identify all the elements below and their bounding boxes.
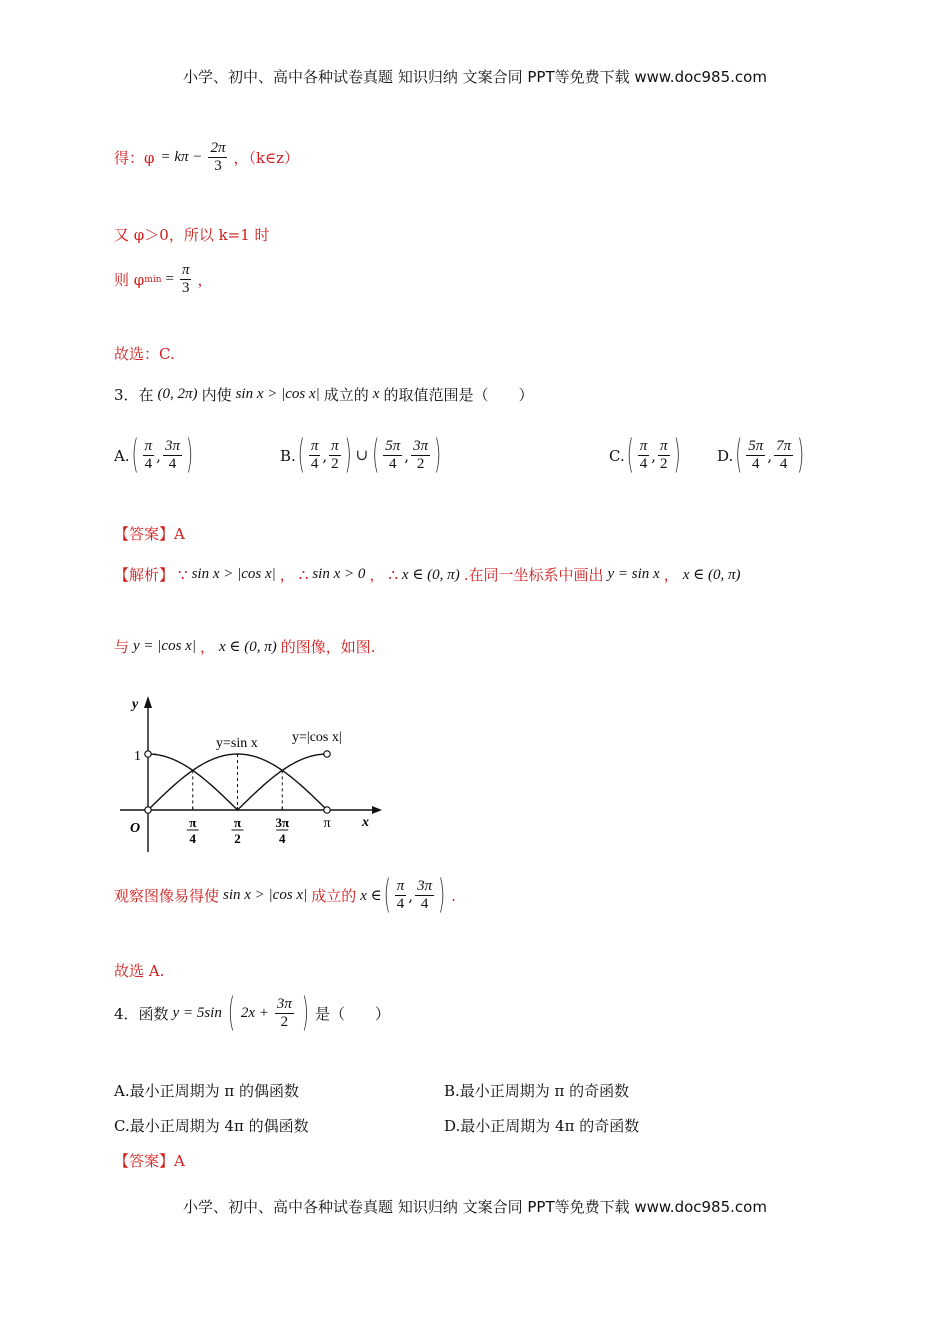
denominator: 4: [396, 896, 405, 913]
endpoint-circle: [145, 807, 151, 813]
comma: ，: [199, 638, 215, 656]
fraction: [638, 438, 650, 474]
option-label: B.: [280, 446, 296, 465]
endpoint-circle: [324, 807, 330, 813]
draw-text: .在同一坐标系中画出: [463, 566, 604, 584]
numerator: 3π: [411, 438, 430, 456]
left-paren: (: [735, 432, 743, 479]
q4-text: 是（ ）: [314, 1005, 390, 1024]
k-domain: ，（k∈z）: [233, 149, 300, 168]
y-abs-cos-formula: y = |cos x|: [133, 638, 196, 654]
because-symbol: ∵: [178, 565, 188, 584]
phi-min-label: 则 φ: [114, 271, 145, 290]
therefore-symbol: ∴: [388, 565, 398, 584]
comma: ，: [197, 271, 213, 290]
option-label: C.: [609, 446, 625, 465]
denominator: 4: [389, 456, 397, 473]
left-paren: (: [372, 432, 380, 479]
right-paren: ): [438, 872, 446, 919]
denominator: 2: [416, 456, 425, 473]
q4-option-d[interactable]: D.最小正周期为 4π 的奇函数: [444, 1117, 640, 1135]
right-paren: ): [434, 432, 442, 479]
denominator: 3: [214, 158, 222, 175]
x-tick-label: π: [323, 816, 331, 831]
denominator: 2: [660, 456, 668, 473]
x-tick-numerator: 3π: [275, 815, 290, 830]
right-paren: ): [185, 432, 193, 479]
observe-text: 观察图像易得使: [114, 887, 220, 906]
analysis-line-2: [114, 636, 376, 657]
fraction: [309, 438, 321, 474]
q3-option-c[interactable]: C. ( $\frac{\pi}{4}$ , $\frac{\pi}{2}$ ): [609, 432, 681, 479]
interval-0-2pi: (0, 2π): [157, 386, 198, 402]
origin-label: O: [130, 821, 141, 836]
denominator: 4: [310, 456, 319, 473]
q3-stem: [114, 384, 533, 405]
right-paren: ): [673, 432, 681, 479]
x-tick-denominator: 4: [189, 831, 197, 846]
x-interval-formula: x ∈ (0, π): [401, 567, 460, 583]
comma: ，: [279, 566, 295, 584]
cos-curve-label: y=|cos x|: [292, 730, 342, 745]
numerator: 5π: [383, 438, 402, 456]
denominator: 2: [331, 456, 339, 473]
x-interval-formula: x ∈ (0, π): [218, 639, 277, 655]
condition-formula: sin x > |cos x|: [191, 566, 276, 582]
numerator: 3π: [163, 438, 182, 456]
phi-equation: = kπ −: [160, 149, 203, 166]
x-tick-denominator: 2: [234, 831, 241, 846]
q3-text-2: 成立的: [323, 386, 369, 404]
right-paren: ): [344, 432, 352, 479]
numerator: π: [143, 438, 155, 456]
variable-x: x: [372, 386, 380, 402]
q4-stem: [114, 990, 390, 1037]
q3-text-3: 的取值范围是（ ）: [383, 386, 534, 404]
q2-choice: 故选：C.: [114, 345, 175, 363]
x-axis-arrow: [372, 806, 382, 814]
denominator: 4: [420, 896, 429, 913]
fraction: [658, 438, 670, 474]
right-paren: ): [797, 432, 805, 479]
q3-option-d[interactable]: D. ( $\frac{5\pi}{4}$ , $\frac{7\pi}{4}$ ): [717, 432, 805, 479]
q4-option-a[interactable]: A.最小正周期为 π 的偶函数: [114, 1082, 299, 1100]
y-axis-arrow: [144, 696, 152, 708]
option-label: D.: [717, 446, 734, 465]
fraction: [411, 438, 430, 474]
union-symbol: ∪: [355, 448, 369, 465]
fraction: [329, 438, 341, 474]
derivation-line-2: 又 φ＞0，所以 k=1 时: [114, 226, 270, 244]
analysis-label: 【解析】: [114, 566, 175, 584]
page-footer: 小学、初中、高中各种试卷真题 知识归纳 文案合同 PPT等免费下载 www.doc985.com: [183, 1198, 767, 1216]
right-paren: ): [301, 990, 309, 1037]
fraction: [774, 438, 793, 474]
fraction: [415, 878, 434, 914]
equals-sign: =: [165, 271, 174, 288]
x-tick-denominator: 4: [279, 831, 286, 846]
holds-text: 成立的: [311, 887, 357, 906]
q3-answer: 【答案】A: [114, 525, 185, 543]
phi-label: 得：φ: [114, 149, 155, 168]
endpoint-circle: [145, 751, 151, 757]
numerator: π: [395, 878, 407, 896]
fraction: [746, 438, 765, 474]
numerator: 3π: [275, 996, 294, 1014]
page-header: 小学、初中、高中各种试卷真题 知识归纳 文案合同 PPT等免费下载 www.doc985.com: [183, 68, 767, 86]
numerator: π: [180, 262, 192, 280]
comma: ，: [369, 566, 385, 584]
x-in-symbol: x ∈: [360, 888, 382, 905]
numerator: π: [309, 438, 321, 456]
derivation-line-1: [114, 140, 299, 176]
graph-text: 的图像，如图.: [280, 638, 376, 656]
numerator: π: [658, 438, 670, 456]
fraction: [163, 438, 182, 474]
y-sin-formula: y = sin x: [607, 566, 660, 582]
sin-positive-formula: sin x > 0: [312, 566, 366, 582]
fraction-pi-3: [180, 262, 192, 298]
analysis-line-1: [114, 564, 740, 585]
numerator: 3π: [415, 878, 434, 896]
x-axis-label: x: [362, 815, 369, 830]
numerator: π: [329, 438, 341, 456]
q3-option-a[interactable]: A. ( $\frac{\pi}{4}$ , $\frac{3\pi}{4}$ ): [114, 432, 193, 479]
fraction-3pi-2: [275, 996, 294, 1032]
left-paren: (: [383, 872, 391, 919]
comma: ，: [663, 566, 679, 584]
q4-option-b[interactable]: B.最小正周期为 π 的奇函数: [444, 1082, 630, 1100]
denominator: 3: [181, 280, 190, 297]
min-subscript: min: [144, 274, 162, 285]
denominator: 2: [280, 1014, 289, 1031]
condition-formula: sin x > |cos x|: [235, 386, 320, 402]
fraction: [383, 438, 402, 474]
y-axis-label: y: [132, 697, 139, 712]
result-interval: x ∈ ( $\frac{\pi}{4}$ , $\frac{3\pi}{4}$ ): [360, 872, 446, 919]
left-paren: (: [131, 432, 139, 479]
q3-number: 3．在: [114, 386, 154, 404]
fraction: [395, 878, 407, 914]
denominator: 4: [639, 456, 648, 473]
fraction-2pi-3: [208, 140, 227, 176]
numerator: 2π: [208, 140, 227, 158]
x-interval-formula: x ∈ (0, π): [682, 567, 741, 583]
therefore-symbol: ∴: [298, 565, 309, 584]
numerator: 5π: [746, 438, 765, 456]
denominator: 4: [752, 456, 760, 473]
denominator: 4: [168, 456, 177, 473]
q3-option-b[interactable]: B. ( $\frac{\pi}{4}$ , $\frac{\pi}{2}$ ) ∪ ( $\frac{5\pi}{4}$ , $\frac{3\pi}{2}$ ): [280, 432, 442, 479]
function-argument: 2x +: [240, 1005, 269, 1022]
q4-answer: 【答案】A: [114, 1152, 185, 1170]
denominator: 4: [144, 456, 153, 473]
sin-cos-graph: [110, 690, 390, 860]
left-paren: (: [297, 432, 305, 479]
denominator: 4: [779, 456, 788, 473]
q3-choice: 故选 A.: [114, 962, 165, 980]
numerator: 7π: [774, 438, 793, 456]
x-tick-numerator: π: [189, 815, 197, 830]
numerator: π: [638, 438, 650, 456]
derivation-line-3: [114, 262, 213, 298]
left-paren: (: [626, 432, 634, 479]
x-tick-numerator: π: [233, 815, 242, 830]
q3-text-1: 内使: [201, 386, 232, 404]
fraction: [143, 438, 155, 474]
endpoint-circle: [324, 751, 330, 757]
option-label: A.: [114, 446, 130, 465]
condition-formula: sin x > |cos x|: [223, 887, 308, 904]
q4-option-c[interactable]: C.最小正周期为 4π 的偶函数: [114, 1117, 309, 1135]
q4-number: 4．函数: [114, 1005, 169, 1024]
with-text: 与: [114, 638, 130, 656]
sin-curve-label: y=sin x: [216, 736, 258, 751]
function-lhs: y = 5sin: [172, 1005, 222, 1022]
left-paren: (: [227, 990, 235, 1037]
period: .: [451, 886, 456, 905]
observe-line: [114, 872, 456, 919]
y-tick-1: 1: [134, 749, 141, 764]
